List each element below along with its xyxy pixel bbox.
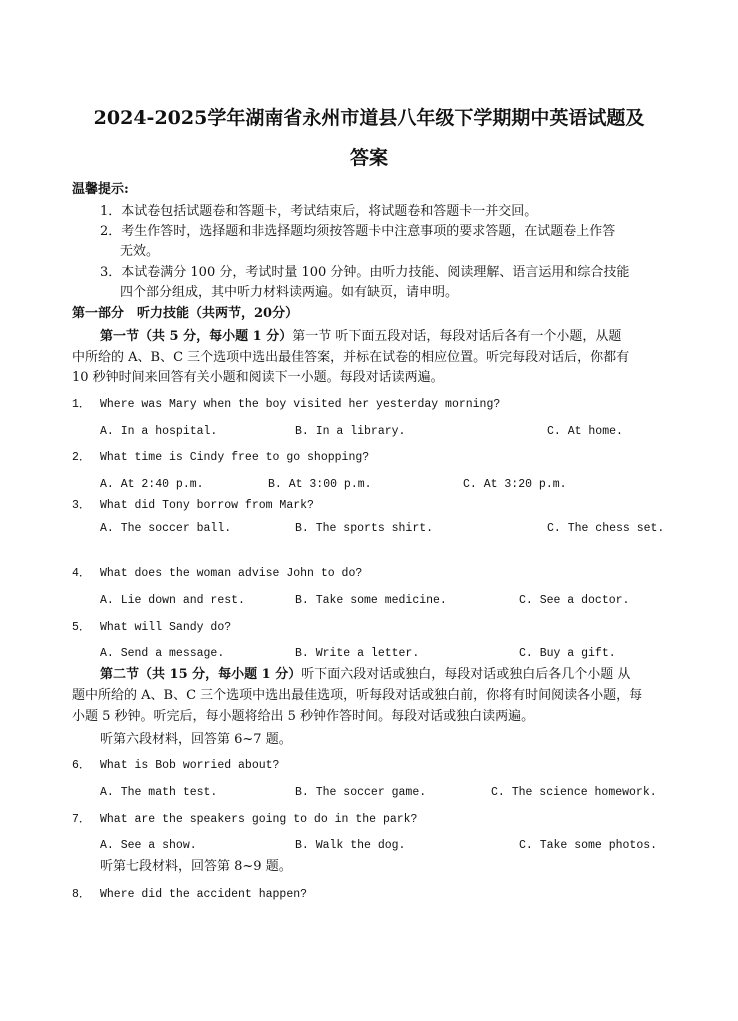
option-c: C. Buy a gift. (519, 647, 616, 660)
notice: 1．本试卷包括试题卷和答题卡，考试结束后，将试题卷和答题卡一并交回。 (100, 204, 538, 219)
option-b: B. Write a letter. (295, 647, 420, 660)
question-text: What will Sandy do? (100, 621, 232, 634)
question-text: Where did the accident happen? (100, 888, 308, 901)
question-number: 3． (72, 499, 91, 512)
option-b: B. In a library. (295, 425, 406, 438)
section1-line (100, 329, 621, 345)
option-c: C. The science homework. (491, 786, 657, 799)
option-a: A. The soccer ball. (100, 522, 232, 535)
option-b: B. At 3:00 p.m. (268, 478, 372, 491)
question-text: What time is Cindy free to go shopping? (100, 451, 370, 464)
question-number: 4． (72, 567, 91, 580)
title: 2024-2025学年湖南省永州市道县八年级下学期期中英语试题及 (93, 107, 645, 129)
section2-line (100, 667, 630, 683)
question-number: 2． (72, 451, 91, 464)
instruction: 听第六段材料，回答第 6~7 题。 (100, 732, 292, 747)
notice: 2．考生作答时，选择题和非选择题均须按答题卡中注意事项的要求答题，在试题卷上作答 (100, 224, 616, 239)
section2-label: 第二节（共 15 分，每小题 1 分） (100, 667, 302, 682)
notice: 无效。 (120, 244, 160, 259)
option-a: A. The math test. (100, 786, 218, 799)
question-number: 8． (72, 888, 91, 901)
section1-text: 第一节 听下面五段对话，每段对话后各有一个小题，从题 (292, 329, 622, 344)
option-c: C. See a doctor. (519, 594, 630, 607)
section1-text: 中所给的 A、B、C 三个选项中选出最佳答案，并标在试卷的相应位置。听完每段对话后，你都有 (72, 350, 630, 365)
question-text: What does the woman advise John to do? (100, 567, 363, 580)
question-text: Where was Mary when the boy visited her yesterday morning? (100, 398, 501, 411)
instruction: 听第七段材料，回答第 8~9 题。 (100, 859, 292, 874)
option-b: B. Take some medicine. (295, 594, 447, 607)
option-a: A. See a show. (100, 839, 197, 852)
question-text: What are the speakers going to do in the park? (100, 813, 418, 826)
option-c: C. At 3:20 p.m. (463, 478, 567, 491)
title-line2: 答案 (349, 147, 388, 169)
notice: 四个部分组成，其中听力材料读两遍。如有缺页，请申明。 (120, 285, 459, 300)
notice-heading: 温馨提示: (72, 182, 129, 197)
question-number: 7． (72, 813, 91, 826)
option-c: C. Take some photos. (519, 839, 658, 852)
option-a: A. In a hospital. (100, 425, 218, 438)
section1-label: 第一节（共 5 分，每小题 1 分） (100, 329, 293, 344)
option-a: A. Lie down and rest. (100, 594, 245, 607)
option-a: A. At 2:40 p.m. (100, 478, 204, 491)
notice: 3．本试卷满分 100 分，考试时量 100 分钟。由听力技能、阅读理解、语言运用和综合技能 (100, 265, 630, 280)
option-c: C. At home. (547, 425, 623, 438)
option-b: B. Walk the dog. (295, 839, 406, 852)
question-number: 6． (72, 759, 91, 772)
section2-text: 听下面六段对话或独白，每段对话或独白后各几个小题 从 (301, 667, 631, 682)
part1-heading: 第一部分 听力技能（共两节，20分） (72, 306, 299, 321)
question-number: 5． (72, 621, 91, 634)
section2-text: 小题 5 秒钟。听完后，每小题将给出 5 秒钟作答时间。每段对话或独白读两遍。 (72, 709, 535, 724)
section1-text: 10 秒钟时间来回答有关小题和阅读下一小题。每段对话读两遍。 (72, 370, 444, 385)
option-b: B. The soccer game. (295, 786, 427, 799)
section2-text: 题中所给的 A、B、C 三个选项中选出最佳选项，听每段对话或独白前，你将有时间阅读各小题，每 (72, 688, 643, 703)
question-text: What is Bob worried about? (100, 759, 280, 772)
option-b: B. The sports shirt. (295, 522, 434, 535)
question-number: 1． (72, 398, 91, 411)
option-a: A. Send a message. (100, 647, 225, 660)
option-c: C. The chess set. (547, 522, 665, 535)
question-text: What did Tony borrow from Mark? (100, 499, 314, 512)
